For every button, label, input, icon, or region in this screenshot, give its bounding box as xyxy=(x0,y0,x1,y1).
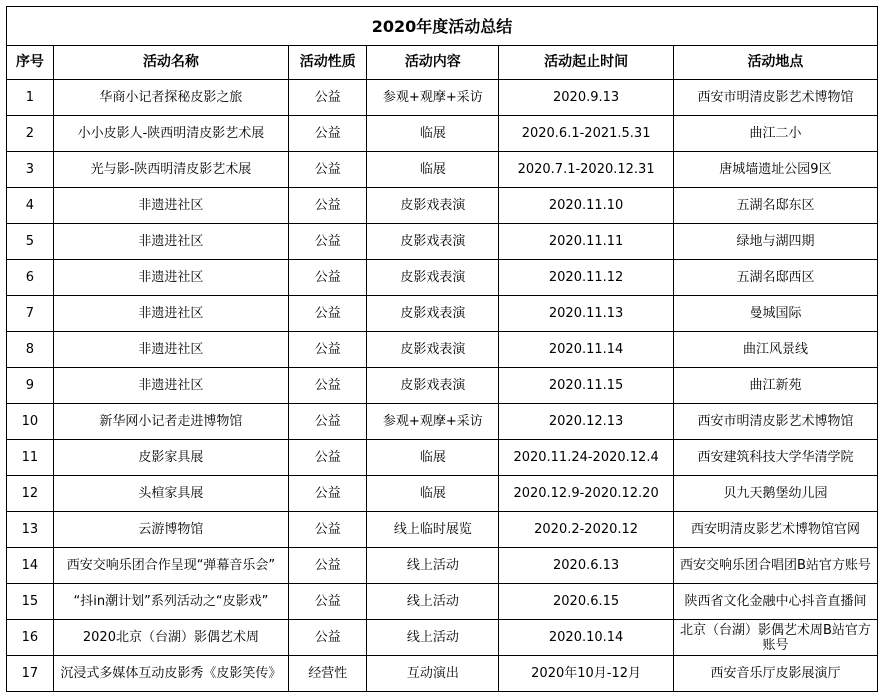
activity-period: 2020年10月-12月 xyxy=(499,656,674,692)
row-index: 12 xyxy=(7,476,54,512)
activity-period: 2020.6.1-2021.5.31 xyxy=(499,116,674,152)
activity-name: 非遗进社区 xyxy=(53,224,289,260)
activity-name: 西安交响乐团合作呈现“弹幕音乐会” xyxy=(53,548,289,584)
row-index: 4 xyxy=(7,188,54,224)
row-index: 8 xyxy=(7,332,54,368)
activity-nature: 公益 xyxy=(289,476,367,512)
activity-period: 2020.10.14 xyxy=(499,620,674,656)
activity-nature: 公益 xyxy=(289,152,367,188)
activity-location: 曲江新苑 xyxy=(673,368,877,404)
table-row xyxy=(7,656,878,692)
row-index: 15 xyxy=(7,584,54,620)
activity-nature: 公益 xyxy=(289,548,367,584)
table-row xyxy=(7,80,878,116)
activity-period: 2020.6.13 xyxy=(499,548,674,584)
row-index: 10 xyxy=(7,404,54,440)
activity-content: 皮影戏表演 xyxy=(367,224,499,260)
activity-name: 新华网小记者走进博物馆 xyxy=(53,404,289,440)
activity-nature: 公益 xyxy=(289,440,367,476)
activity-nature: 公益 xyxy=(289,116,367,152)
row-index: 6 xyxy=(7,260,54,296)
activity-content: 皮影戏表演 xyxy=(367,296,499,332)
row-index: 3 xyxy=(7,152,54,188)
activity-content: 临展 xyxy=(367,476,499,512)
activity-location: 西安市明清皮影艺术博物馆 xyxy=(673,404,877,440)
table-row xyxy=(7,620,878,656)
activity-nature: 公益 xyxy=(289,296,367,332)
activity-content: 线上活动 xyxy=(367,548,499,584)
activity-name: 云游博物馆 xyxy=(53,512,289,548)
activity-name: 非遗进社区 xyxy=(53,188,289,224)
activity-location: 西安市明清皮影艺术博物馆 xyxy=(673,80,877,116)
activity-content: 互动演出 xyxy=(367,656,499,692)
activity-content: 线上临时展览 xyxy=(367,512,499,548)
table-title: 2020年度活动总结 xyxy=(7,7,878,46)
activity-name: 非遗进社区 xyxy=(53,332,289,368)
activity-name: 非遗进社区 xyxy=(53,296,289,332)
activity-name: “抖in潮计划”系列活动之“皮影戏” xyxy=(53,584,289,620)
activity-location: 曼城国际 xyxy=(673,296,877,332)
activity-table xyxy=(6,6,878,692)
activity-location: 西安明清皮影艺术博物馆官网 xyxy=(673,512,877,548)
activity-content: 线上活动 xyxy=(367,620,499,656)
table-row xyxy=(7,332,878,368)
activity-name: 非遗进社区 xyxy=(53,368,289,404)
activity-content: 参观+观摩+采访 xyxy=(367,80,499,116)
table-row xyxy=(7,584,878,620)
activity-period: 2020.12.9-2020.12.20 xyxy=(499,476,674,512)
activity-content: 皮影戏表演 xyxy=(367,332,499,368)
activity-period: 2020.11.10 xyxy=(499,188,674,224)
activity-period: 2020.12.13 xyxy=(499,404,674,440)
activity-content: 皮影戏表演 xyxy=(367,188,499,224)
activity-name: 头楦家具展 xyxy=(53,476,289,512)
activity-summary-sheet xyxy=(6,6,878,692)
header-row xyxy=(7,46,878,80)
activity-nature: 公益 xyxy=(289,260,367,296)
activity-period: 2020.11.11 xyxy=(499,224,674,260)
activity-nature: 公益 xyxy=(289,512,367,548)
header-content: 活动内容 xyxy=(367,46,499,80)
row-index: 14 xyxy=(7,548,54,584)
activity-period: 2020.9.13 xyxy=(499,80,674,116)
row-index: 1 xyxy=(7,80,54,116)
activity-name: 2020北京（台湖）影偶艺术周 xyxy=(53,620,289,656)
activity-nature: 公益 xyxy=(289,188,367,224)
row-index: 2 xyxy=(7,116,54,152)
table-row xyxy=(7,440,878,476)
table-row xyxy=(7,512,878,548)
activity-period: 2020.11.15 xyxy=(499,368,674,404)
row-index: 13 xyxy=(7,512,54,548)
table-row xyxy=(7,188,878,224)
table-row xyxy=(7,116,878,152)
activity-nature: 公益 xyxy=(289,404,367,440)
row-index: 11 xyxy=(7,440,54,476)
activity-location: 曲江风景线 xyxy=(673,332,877,368)
table-row xyxy=(7,152,878,188)
header-nature: 活动性质 xyxy=(289,46,367,80)
activity-period: 2020.11.12 xyxy=(499,260,674,296)
table-row xyxy=(7,548,878,584)
activity-content: 参观+观摩+采访 xyxy=(367,404,499,440)
activity-location: 绿地与湖四期 xyxy=(673,224,877,260)
activity-location: 唐城墙遗址公园9区 xyxy=(673,152,877,188)
activity-nature: 公益 xyxy=(289,584,367,620)
activity-period: 2020.11.14 xyxy=(499,332,674,368)
activity-content: 皮影戏表演 xyxy=(367,260,499,296)
activity-nature: 公益 xyxy=(289,332,367,368)
activity-location: 贝九天鹅堡幼儿园 xyxy=(673,476,877,512)
activity-location: 陕西省文化金融中心抖音直播间 xyxy=(673,584,877,620)
table-row xyxy=(7,260,878,296)
row-index: 5 xyxy=(7,224,54,260)
activity-name: 沉浸式多媒体互动皮影秀《皮影笑传》 xyxy=(53,656,289,692)
activity-nature: 经营性 xyxy=(289,656,367,692)
activity-period: 2020.11.24-2020.12.4 xyxy=(499,440,674,476)
activity-nature: 公益 xyxy=(289,620,367,656)
table-body xyxy=(7,80,878,692)
row-index: 7 xyxy=(7,296,54,332)
activity-name: 皮影家具展 xyxy=(53,440,289,476)
activity-nature: 公益 xyxy=(289,224,367,260)
header-index: 序号 xyxy=(7,46,54,80)
table-row xyxy=(7,476,878,512)
activity-nature: 公益 xyxy=(289,80,367,116)
activity-name: 小小皮影人-陕西明清皮影艺术展 xyxy=(53,116,289,152)
table-row xyxy=(7,224,878,260)
activity-location: 五湖名邸东区 xyxy=(673,188,877,224)
activity-location: 曲江二小 xyxy=(673,116,877,152)
table-row xyxy=(7,404,878,440)
activity-name: 华商小记者探秘皮影之旅 xyxy=(53,80,289,116)
activity-location: 北京（台湖）影偶艺术周B站官方账号 xyxy=(673,620,877,656)
header-activity-name: 活动名称 xyxy=(53,46,289,80)
activity-period: 2020.6.15 xyxy=(499,584,674,620)
activity-content: 皮影戏表演 xyxy=(367,368,499,404)
activity-name: 光与影-陕西明清皮影艺术展 xyxy=(53,152,289,188)
row-index: 9 xyxy=(7,368,54,404)
activity-nature: 公益 xyxy=(289,368,367,404)
activity-location: 五湖名邸西区 xyxy=(673,260,877,296)
header-location: 活动地点 xyxy=(673,46,877,80)
activity-period: 2020.11.13 xyxy=(499,296,674,332)
activity-content: 临展 xyxy=(367,152,499,188)
activity-content: 线上活动 xyxy=(367,584,499,620)
activity-period: 2020.2-2020.12 xyxy=(499,512,674,548)
table-row xyxy=(7,296,878,332)
activity-content: 临展 xyxy=(367,440,499,476)
activity-name: 非遗进社区 xyxy=(53,260,289,296)
table-row xyxy=(7,368,878,404)
activity-location: 西安交响乐团合唱团B站官方账号 xyxy=(673,548,877,584)
activity-location: 西安建筑科技大学华清学院 xyxy=(673,440,877,476)
row-index: 17 xyxy=(7,656,54,692)
activity-period: 2020.7.1-2020.12.31 xyxy=(499,152,674,188)
activity-location: 西安音乐厅皮影展演厅 xyxy=(673,656,877,692)
header-period: 活动起止时间 xyxy=(499,46,674,80)
activity-content: 临展 xyxy=(367,116,499,152)
row-index: 16 xyxy=(7,620,54,656)
